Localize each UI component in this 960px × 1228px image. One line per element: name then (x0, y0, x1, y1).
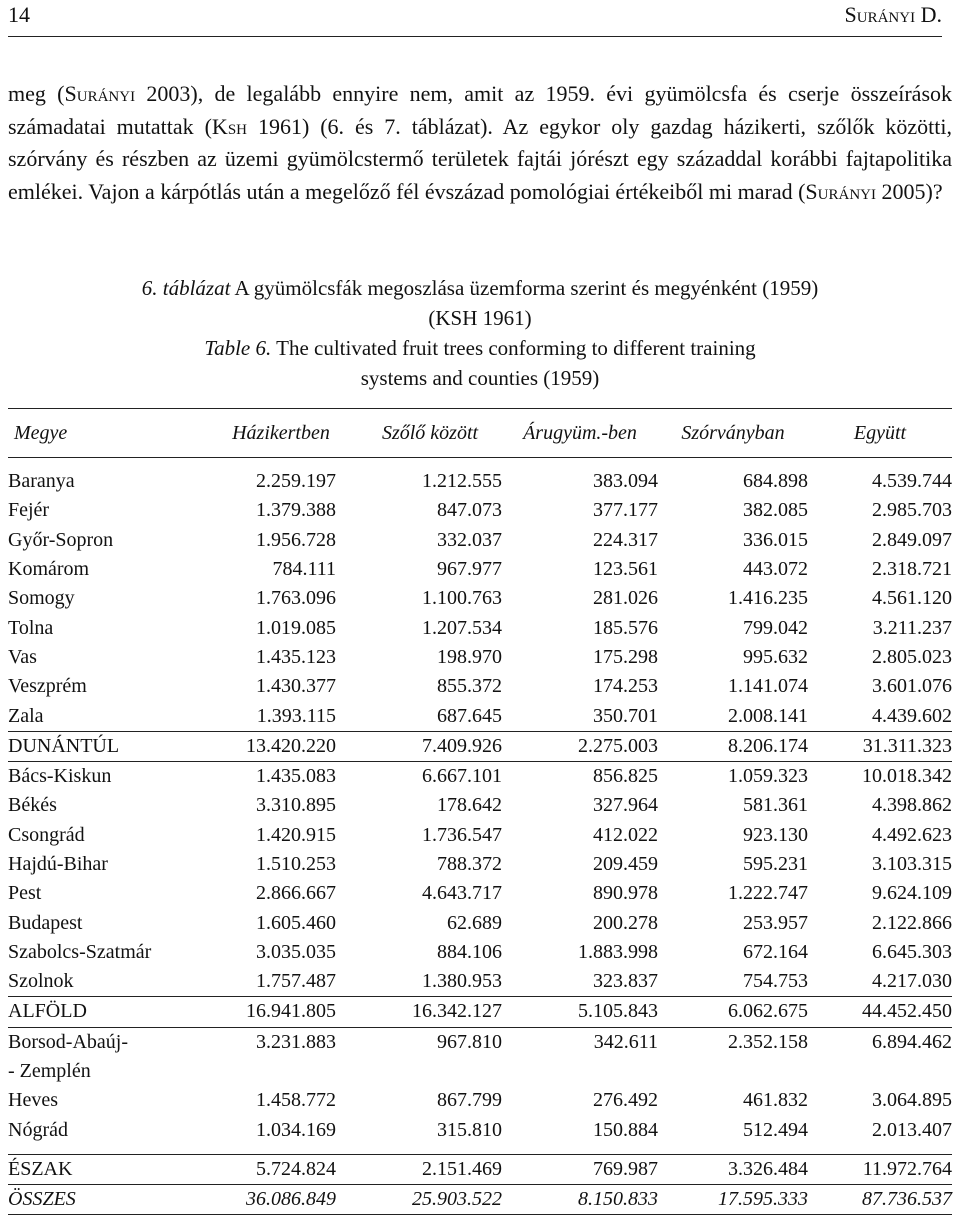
value-cell: 3.326.484 (658, 1154, 808, 1184)
value-cell: 461.832 (743, 1089, 808, 1112)
table-row (8, 643, 952, 672)
value-cell: 923.130 (743, 823, 808, 846)
spacer-row (8, 458, 952, 468)
value-cell: 5.105.843 (502, 997, 658, 1027)
value-cell: 31.311.323 (808, 731, 952, 761)
county-cell: ÉSZAK (8, 1154, 204, 1184)
value-cell: 1.956.728 (256, 528, 336, 551)
county-cell: Budapest (8, 911, 83, 934)
value-cell: 3.310.895 (256, 794, 336, 817)
value-cell: 4.643.717 (422, 882, 502, 905)
value-cell: 175.298 (593, 645, 658, 668)
value-cell: 44.452.450 (808, 997, 952, 1027)
county-cell: Szolnok (8, 970, 74, 993)
intro-text-4: 2005)? (876, 178, 943, 204)
value-cell: 198.970 (437, 645, 502, 668)
value-cell: 995.632 (743, 645, 808, 668)
value-cell: 967.977 (437, 558, 502, 581)
value-cell (658, 1057, 808, 1086)
summary-row-alfold (8, 997, 952, 1027)
value-cell: 224.317 (593, 528, 658, 551)
value-cell: 799.042 (743, 616, 808, 639)
intro-text-3: 1961) (6. és 7. táblázat). Az egykor oly gazdag házikerti, szőlők közötti, szórvány és részben az üzemi gyümölcstermő területek fajtái jórészt egy századdal korábbi fajtapolitika emlékei. Vajon a kárpótlás után a megelőző fél évszázad pomológiai értékeiből mi marad ( (8, 113, 952, 204)
value-cell: 867.799 (437, 1089, 502, 1112)
caption-en-label: Table 6. (204, 336, 272, 360)
value-cell: 1.380.953 (422, 970, 502, 993)
county-cell: Pest (8, 882, 42, 905)
value-cell: 377.177 (593, 499, 658, 522)
county-cell: ALFÖLD (8, 997, 204, 1027)
value-cell: 1.207.534 (422, 616, 502, 639)
value-cell: 4.398.862 (872, 794, 952, 817)
value-cell: 87.736.537 (808, 1185, 952, 1215)
value-cell: 209.459 (593, 853, 658, 875)
running-head (845, 2, 942, 28)
value-cell: 1.435.083 (256, 765, 336, 788)
value-cell: 855.372 (437, 675, 502, 698)
page-header (8, 0, 942, 37)
county-cell: Bács-Kiskun (8, 765, 112, 788)
value-cell: 4.217.030 (872, 970, 952, 993)
value-cell: 17.595.333 (658, 1185, 808, 1215)
value-cell: 967.810 (437, 1030, 502, 1053)
value-cell: 6.667.101 (422, 765, 502, 788)
value-cell: 769.987 (502, 1154, 658, 1184)
value-cell (502, 1057, 658, 1086)
value-cell (358, 1057, 502, 1086)
value-cell: 687.645 (437, 704, 502, 727)
caption-hu-label: 6. táblázat (141, 276, 231, 300)
value-cell: 323.837 (593, 970, 658, 993)
value-cell: 327.964 (593, 794, 658, 817)
value-cell: 4.561.120 (872, 587, 952, 610)
table-row (8, 584, 952, 613)
table-body (8, 458, 952, 1215)
value-cell: 123.561 (593, 558, 658, 581)
value-cell: 4.439.602 (872, 704, 952, 727)
value-cell: 884.106 (437, 940, 502, 963)
county-cell: Csongrád (8, 823, 85, 846)
value-cell: 1.458.772 (256, 1089, 336, 1112)
county-cell: - Zemplén (8, 1060, 91, 1083)
value-cell: 754.753 (743, 970, 808, 993)
value-cell: 412.022 (593, 823, 658, 846)
value-cell: 10.018.342 (862, 765, 952, 788)
value-cell: 856.825 (593, 765, 658, 788)
value-cell: 2.122.866 (872, 911, 952, 934)
value-cell: 16.941.805 (204, 997, 358, 1027)
county-cell: Győr-Sopron (8, 528, 114, 551)
value-cell: 281.026 (593, 587, 658, 610)
value-cell: 2.805.023 (872, 645, 952, 668)
table-row (8, 672, 952, 701)
value-cell: 1.059.323 (728, 765, 808, 788)
value-cell: 62.689 (447, 911, 502, 934)
table-row (8, 613, 952, 642)
county-cell: Somogy (8, 587, 75, 610)
value-cell: 13.420.220 (204, 731, 358, 761)
value-cell: 2.013.407 (872, 1118, 952, 1141)
value-cell: 1.379.388 (256, 499, 336, 522)
table-row (8, 761, 952, 791)
value-cell: 3.231.883 (256, 1030, 336, 1053)
value-cell: 11.972.764 (808, 1154, 952, 1184)
value-cell: 1.605.460 (256, 911, 336, 934)
citation-ksh: sh (227, 113, 247, 139)
value-cell: 1.763.096 (256, 587, 336, 610)
value-cell: 2.866.667 (256, 882, 336, 905)
value-cell: 684.898 (743, 470, 808, 493)
value-cell: 8.206.174 (658, 731, 808, 761)
county-cell: Veszprém (8, 675, 87, 698)
table-row (8, 967, 952, 997)
column-header: Házikertben (204, 409, 358, 458)
value-cell: 2.352.158 (728, 1030, 808, 1053)
table-row (8, 467, 952, 496)
value-cell: 332.037 (437, 528, 502, 551)
value-cell: 9.624.109 (872, 882, 952, 905)
table-row (8, 908, 952, 937)
spacer-cell (8, 1145, 952, 1155)
county-cell: Vas (8, 645, 37, 668)
value-cell: 315.810 (437, 1118, 502, 1141)
value-cell: 6.062.675 (658, 997, 808, 1027)
county-cell: Zala (8, 704, 44, 727)
value-cell: 1.141.074 (728, 675, 808, 698)
value-cell: 1.430.377 (256, 675, 336, 698)
value-cell (204, 1057, 358, 1086)
column-header: Megye (8, 409, 204, 458)
value-cell: 4.539.744 (872, 470, 952, 493)
value-cell: 1.416.235 (728, 587, 808, 610)
value-cell: 2.259.197 (256, 470, 336, 493)
value-cell: 1.212.555 (422, 470, 502, 493)
value-cell: 382.085 (743, 499, 808, 522)
value-cell: 1.019.085 (256, 616, 336, 639)
value-cell: 178.642 (437, 794, 502, 817)
value-cell: 1.510.253 (256, 853, 336, 875)
value-cell: 2.849.097 (872, 528, 952, 551)
table-row (8, 1057, 952, 1086)
value-cell: 2.275.003 (502, 731, 658, 761)
table-caption (0, 273, 960, 393)
citation-initial-2: S (805, 178, 818, 204)
value-cell: 672.164 (743, 940, 808, 963)
value-cell: 1.034.169 (256, 1118, 336, 1141)
value-cell: 3.211.237 (872, 616, 952, 639)
value-cell: 890.978 (593, 882, 658, 905)
value-cell: 1.100.763 (422, 587, 502, 610)
column-header: Együtt (808, 409, 952, 458)
table-row (8, 938, 952, 967)
page-number: 14 (8, 2, 30, 27)
county-cell: DUNÁNTÚL (8, 731, 204, 761)
county-cell: Békés (8, 794, 57, 817)
running-head-suffix: D. (915, 2, 942, 27)
value-cell: 3.064.895 (872, 1089, 952, 1112)
value-cell: 4.492.623 (872, 823, 952, 846)
table-row (8, 1116, 952, 1145)
value-cell: 5.724.824 (204, 1154, 358, 1184)
table-row (8, 701, 952, 731)
table-row (8, 791, 952, 820)
value-cell: 2.318.721 (872, 558, 952, 581)
table-row (8, 526, 952, 555)
value-cell: 784.111 (272, 558, 336, 581)
value-cell: 1.757.487 (256, 970, 336, 993)
table-row (8, 1027, 952, 1057)
value-cell: 185.576 (593, 616, 658, 639)
value-cell: 788.372 (437, 853, 502, 875)
value-cell: 336.015 (743, 528, 808, 551)
column-header: Szórványban (658, 409, 808, 458)
spacer-cell (8, 458, 952, 468)
caption-hu-source: (KSH 1961) (428, 306, 532, 330)
county-cell: Tolna (8, 616, 54, 639)
value-cell: 1.393.115 (256, 704, 336, 727)
county-cell: ÖSSZES (8, 1185, 204, 1215)
county-cell: Borsod-Abaúj- (8, 1030, 128, 1053)
county-cell: Heves (8, 1089, 58, 1112)
table-row (8, 821, 952, 850)
table-row (8, 496, 952, 525)
value-cell: 16.342.127 (358, 997, 502, 1027)
value-cell: 342.611 (593, 1030, 658, 1053)
value-cell: 36.086.849 (204, 1185, 358, 1215)
intro-text-2: 2003), de legalább ennyire nem, amit az 1959. évi gyümölcsfa és cserje összeírások számadatai mutattak (K (8, 81, 953, 139)
running-head-initial: S (844, 2, 857, 27)
column-header: Árugyüm.-ben (502, 409, 658, 458)
value-cell: 25.903.522 (358, 1185, 502, 1215)
caption-en-text: The cultivated fruit trees conforming to different training (271, 336, 756, 360)
value-cell: 1.883.998 (578, 940, 658, 963)
value-cell: 1.420.915 (256, 823, 336, 846)
county-cell: Fejér (8, 499, 50, 522)
value-cell: 3.035.035 (256, 940, 336, 963)
value-cell: 1.736.547 (422, 823, 502, 846)
table-row (8, 1086, 952, 1115)
county-cell: Baranya (8, 470, 75, 493)
citation-author: urányi (76, 81, 136, 106)
summary-row-osszes (8, 1185, 952, 1215)
value-cell: 7.409.926 (358, 731, 502, 761)
county-cell: Szabolcs-Szatmár (8, 940, 152, 963)
value-cell: 174.253 (593, 675, 658, 698)
value-cell: 847.073 (437, 499, 502, 522)
value-cell: 6.894.462 (872, 1030, 952, 1053)
value-cell: 3.103.315 (872, 853, 952, 875)
intro-text-1: meg ( (8, 81, 65, 106)
value-cell: 1.435.123 (256, 645, 336, 668)
county-cell: Hajdú-Bihar (8, 853, 108, 875)
citation-initial: S (64, 81, 77, 106)
county-cell: Komárom (8, 558, 90, 581)
value-cell: 581.361 (743, 794, 808, 817)
running-head-author: urányi (856, 2, 916, 27)
value-cell: 253.957 (743, 911, 808, 934)
table-row (8, 555, 952, 584)
county-cell: Nógrád (8, 1118, 68, 1141)
column-header: Szőlő között (358, 409, 502, 458)
value-cell: 350.701 (593, 704, 658, 727)
value-cell: 3.601.076 (872, 675, 952, 698)
fruit-trees-table (8, 408, 952, 1215)
summary-row-eszak (8, 1154, 952, 1184)
value-cell: 383.094 (593, 470, 658, 493)
value-cell: 8.150.833 (502, 1185, 658, 1215)
value-cell: 276.492 (593, 1089, 658, 1112)
citation-author-2: urányi (817, 178, 876, 204)
value-cell (808, 1057, 952, 1086)
value-cell: 1.222.747 (728, 882, 808, 905)
value-cell: 6.645.303 (872, 940, 952, 963)
value-cell: 2.151.469 (358, 1154, 502, 1184)
value-cell: 512.494 (743, 1118, 808, 1141)
value-cell: 595.231 (743, 853, 808, 875)
value-cell: 200.278 (593, 911, 658, 934)
summary-row-dunantul (8, 731, 952, 761)
caption-hu-text: A gyümölcsfák megoszlása üzemforma szerint és megyénként (1959) (230, 276, 819, 300)
value-cell: 2.008.141 (728, 704, 808, 727)
caption-en-text-2: systems and counties (1959) (360, 366, 600, 390)
table-header-row (8, 409, 952, 458)
table-row (8, 879, 952, 908)
table-row (8, 850, 952, 879)
intro-paragraph (8, 78, 952, 208)
value-cell: 2.985.703 (872, 499, 952, 522)
spacer-row (8, 1145, 952, 1155)
value-cell: 443.072 (743, 558, 808, 581)
value-cell: 150.884 (593, 1118, 658, 1141)
